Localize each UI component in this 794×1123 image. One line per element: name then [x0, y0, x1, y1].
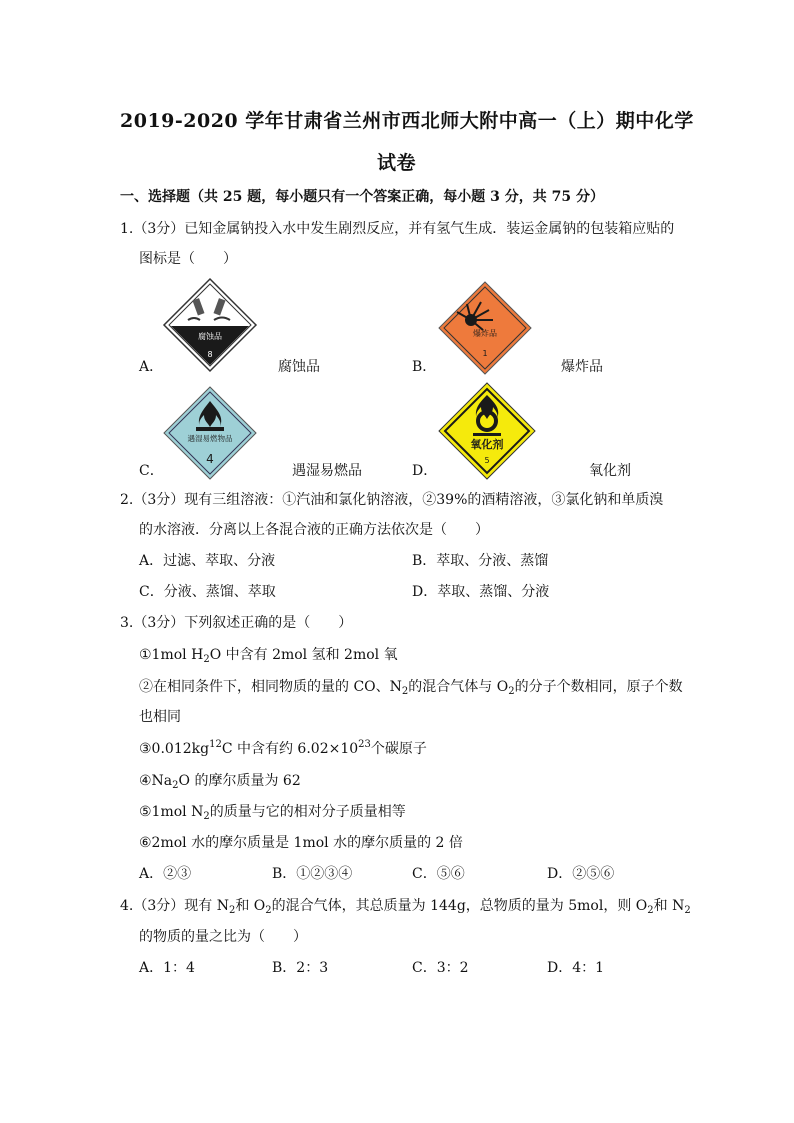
q1-option-a-letter: A．: [139, 359, 164, 375]
oxidizer-sign-label: 氧化剂: [470, 438, 504, 451]
explosive-sign-icon: [437, 280, 533, 376]
q4-option-a: A．1：4: [139, 960, 195, 976]
q4-option-b: B．2：3: [272, 960, 329, 976]
q3-statement-3: $③0.012kg^{12}C$ 中含有约 $6.02\times 10^{23}$个碳原子: [139, 739, 427, 757]
q1-option-d-caption: 氧化剂: [589, 463, 631, 479]
q3-stem: 3.（3分）下列叙述正确的是（ ）: [120, 615, 353, 631]
q2-stem-line2: 的水溶液．分离以上各混合液的正确方法依次是（ ）: [139, 522, 489, 538]
q1-option-d-letter: D．: [412, 463, 438, 479]
q4-stem-line1: 4.（3分）现有 $N_2$和 $O_2$的混合气体，其总质量为 144g，总物质的量为 5mol，则 $O_2$和 $N_2$: [120, 898, 691, 916]
q2-option-b: B．萃取、分液、蒸馏: [412, 553, 549, 569]
q3-option-d: D．②⑤⑥: [547, 866, 615, 882]
q1-option-c-caption: 遇湿易燃品: [292, 463, 362, 479]
explosive-sign-label: 爆炸品: [473, 329, 497, 338]
q3-statement-1: ①1mol $H_2O$ 中含有 2mol 氢和 2mol 氧: [139, 647, 398, 665]
document-title-line2: 试卷: [377, 152, 417, 174]
q3-statement-5: ⑤1mol $N_2$的质量与它的相对分子质量相等: [139, 804, 406, 822]
q1-option-c-letter: C．: [139, 463, 164, 479]
section-header: 一、选择题（共 25 题，每小题只有一个答案正确，每小题 3 分，共 75 分）: [120, 189, 604, 205]
q3-option-c: C．⑤⑥: [412, 866, 465, 882]
q1-option-b-caption: 爆炸品: [561, 359, 603, 375]
q3-statement-2: ②在相同条件下，相同物质的量的 CO、$N_2$的混合气体与 $O_2$的分子个数相同，原子个数: [139, 679, 683, 697]
q2-option-a: A．过滤、萃取、分液: [139, 553, 276, 569]
oxidizer-sign-icon: [437, 381, 537, 481]
q4-option-c: C．3：2: [412, 960, 469, 976]
oxidizer-sign-number: 5: [484, 456, 490, 465]
q3-option-a: A．②③: [139, 866, 192, 882]
corrosive-sign-number: 8: [207, 350, 213, 359]
q2-option-c: C．分液、蒸馏、萃取: [139, 584, 276, 600]
q3-statement-2-cont: 也相同: [139, 709, 181, 725]
q4-stem-line2: 的物质的量之比为（ ）: [139, 929, 307, 945]
corrosive-sign-icon: [162, 277, 258, 373]
q2-option-d: D．萃取、蒸馏、分液: [412, 584, 550, 600]
q1-option-a-caption: 腐蚀品: [278, 359, 320, 375]
explosive-sign-number: 1: [482, 349, 488, 358]
dangerous-when-wet-sign-label: 遇湿易燃物品: [187, 434, 233, 443]
corrosive-sign-label: 腐蚀品: [198, 332, 222, 341]
q2-stem-line1: 2.（3分）现有三组溶液：①汽油和氯化钠溶液，②39%的酒精溶液，③氯化钠和单质溴: [120, 492, 664, 508]
dangerous-when-wet-sign-icon: [162, 385, 258, 481]
q4-option-d: D．4：1: [547, 960, 605, 976]
q3-statement-4: $④Na_2O$ 的摩尔质量为 62: [139, 773, 301, 791]
q1-stem-line1: 1.（3分）已知金属钠投入水中发生剧烈反应，并有氢气生成．装运金属钠的包装箱应贴的: [120, 221, 675, 237]
q1-stem-line2: 图标是（ ）: [139, 251, 237, 267]
document-title-line1: 2019-2020 学年甘肃省兰州市西北师大附中高一（上）期中化学: [120, 110, 694, 132]
q3-statement-6: ⑥2mol 水的摩尔质量是 1mol 水的摩尔质量的 2 倍: [139, 835, 463, 851]
dangerous-when-wet-sign-number: 4: [206, 452, 214, 466]
q1-option-b-letter: B．: [412, 359, 437, 375]
q3-option-b: B．①②③④: [272, 866, 353, 882]
